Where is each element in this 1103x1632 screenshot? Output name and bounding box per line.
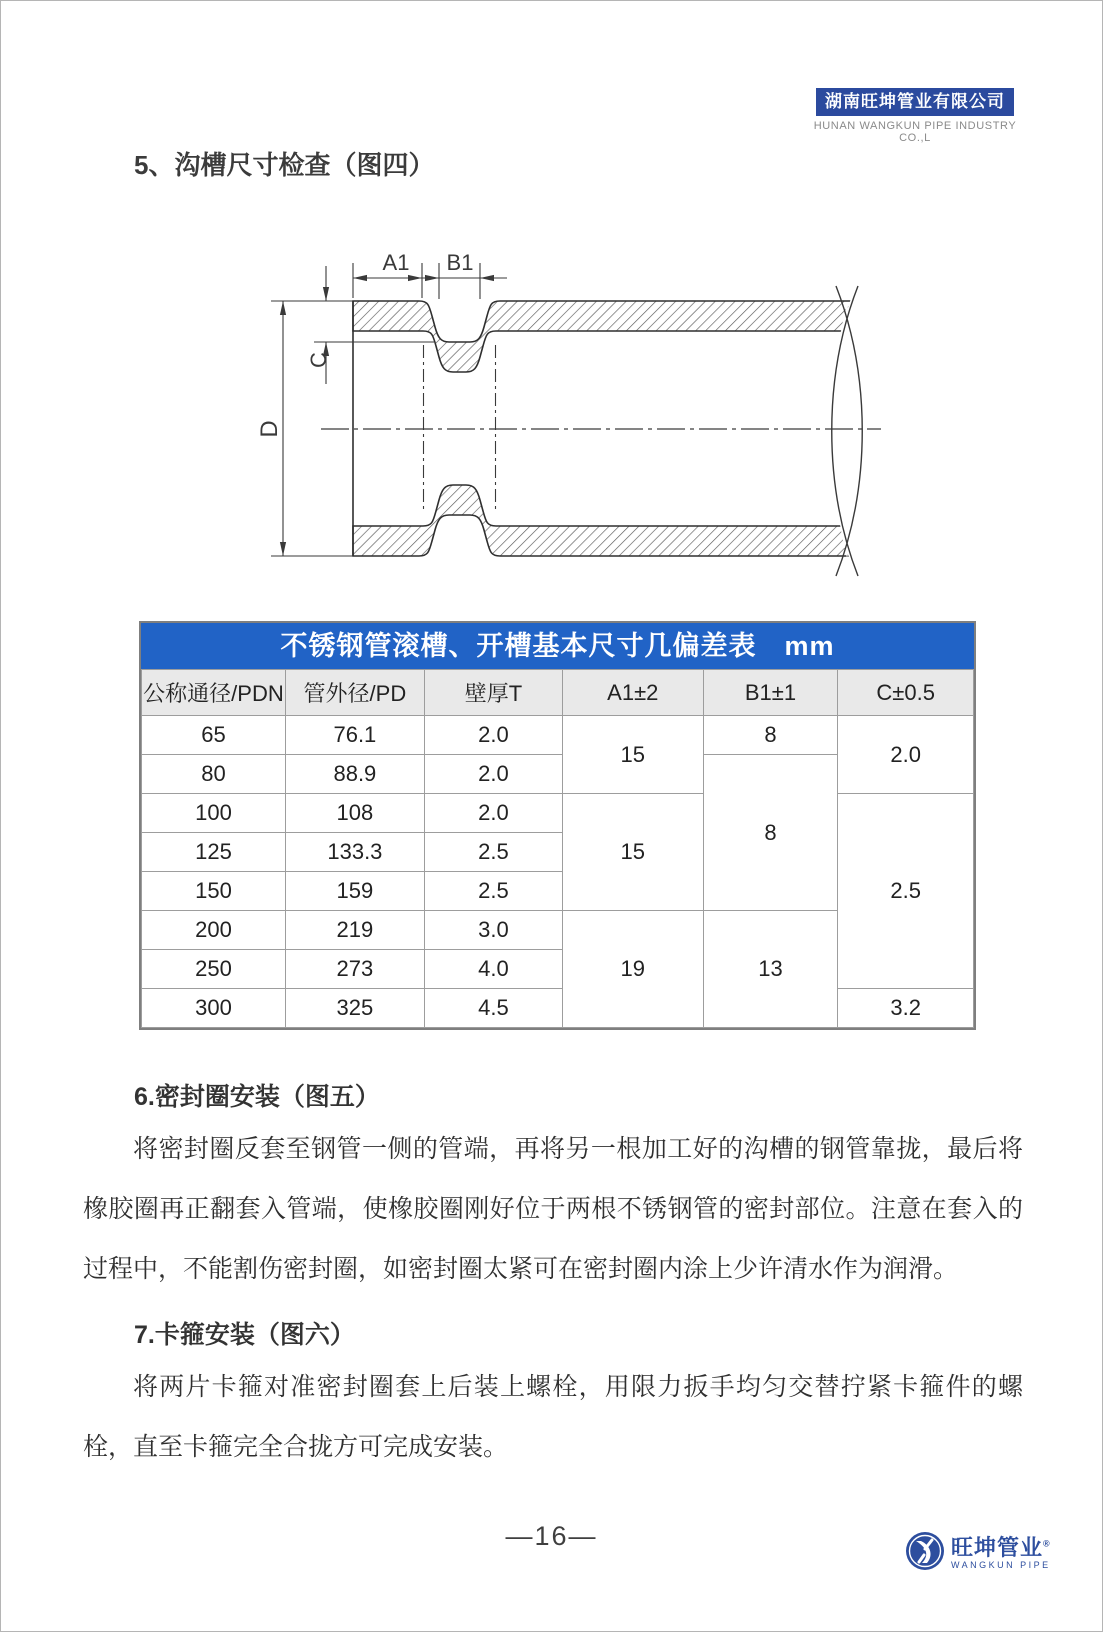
dimension-label-c: C	[306, 352, 331, 368]
company-name-en: HUNAN WANGKUN PIPE INDUSTRY CO.,L	[813, 120, 1017, 144]
table-row	[142, 989, 974, 1028]
pipe-bottom-wall	[353, 485, 878, 556]
section-5-title: 5、沟槽尺寸检查（图四）	[134, 150, 435, 180]
column-header-pd: 管外径/PD	[285, 670, 424, 716]
groove-diagram	[226, 206, 886, 606]
dimension-label-b1: B1	[446, 250, 474, 275]
table-cell: 159	[285, 872, 424, 911]
pipe-top-wall	[353, 301, 878, 372]
table-row	[142, 716, 974, 755]
footer-logo-cn: 旺坤管业	[951, 1534, 1044, 1560]
section-6-body: 将密封圈反套至钢管一侧的管端，再将另一根加工好的沟槽的钢管靠拢，最后将橡胶圈再正翻套入管端，使橡胶圈刚好位于两根不锈钢管的密封部位。注意在套入的过程中，不能割伤密封圈，如密封圈太紧可在密封圈内涂上少许清水作为润滑。	[83, 1135, 1023, 1283]
table-cell: 125	[142, 833, 286, 872]
column-header-c: C±0.5	[838, 670, 974, 716]
wangkun-logo-icon	[904, 1530, 946, 1577]
column-header-b1: B1±1	[703, 670, 838, 716]
table-cell: 2.0	[838, 716, 974, 794]
page-number: —16—	[505, 1521, 598, 1551]
table-cell: 200	[142, 911, 286, 950]
table-cell: 2.5	[424, 833, 562, 872]
table-cell: 4.5	[424, 989, 562, 1028]
groove-diagram-svg	[226, 206, 886, 606]
column-header-a1: A1±2	[562, 670, 703, 716]
table-cell: 273	[285, 950, 424, 989]
pipe-break-fill	[832, 304, 862, 558]
table-cell: 15	[562, 716, 703, 794]
table-cell: 2.0	[424, 794, 562, 833]
table-cell: 108	[285, 794, 424, 833]
table-cell: 133.3	[285, 833, 424, 872]
table-cell: 3.0	[424, 911, 562, 950]
table-cell: 250	[142, 950, 286, 989]
table-cell: 100	[142, 794, 286, 833]
footer-logo	[904, 1529, 1074, 1577]
footer-logo-text	[951, 1534, 1051, 1570]
table-cell: 2.0	[424, 755, 562, 794]
table-cell: 15	[562, 794, 703, 911]
table-row	[142, 794, 974, 833]
table-cell: 300	[142, 989, 286, 1028]
table-title: 不锈钢管滚槽、开槽基本尺寸几偏差表 mm	[141, 623, 974, 669]
table-cell: 150	[142, 872, 286, 911]
table-cell: 2.5	[424, 872, 562, 911]
section-6-title: 6.密封圈安装（图五）	[134, 1083, 380, 1111]
table-cell: 65	[142, 716, 286, 755]
column-header-pdn: 公称通径/PDN	[142, 670, 286, 716]
company-name-bar: 湖南旺坤管业有限公司	[816, 88, 1014, 116]
table-cell: 325	[285, 989, 424, 1028]
table-cell: 76.1	[285, 716, 424, 755]
table-cell: 8	[703, 716, 838, 755]
table-header-row	[142, 670, 974, 716]
table-cell: 2.5	[838, 794, 974, 989]
table-cell: 3.2	[838, 989, 974, 1028]
table-cell: 219	[285, 911, 424, 950]
table-cell: 2.0	[424, 716, 562, 755]
dimension-label-d: D	[256, 420, 283, 438]
table-cell: 19	[562, 911, 703, 1028]
table-cell: 13	[703, 911, 838, 1028]
dimension-label-a1: A1	[382, 250, 410, 275]
table-cell: 80	[142, 755, 286, 794]
registered-mark: ®	[1043, 1538, 1051, 1549]
table-cell: 88.9	[285, 755, 424, 794]
section-7-title: 7.卡箍安装（图六）	[134, 1321, 355, 1349]
column-header-t: 壁厚T	[424, 670, 562, 716]
dimensions-table	[139, 621, 976, 1030]
table-cell: 8	[703, 755, 838, 911]
section-7-body: 将两片卡箍对准密封圈套上后装上螺栓，用限力扳手均匀交替拧紧卡箍件的螺栓，直至卡箍完全合拢方可完成安装。	[83, 1373, 1023, 1461]
table-cell: 4.0	[424, 950, 562, 989]
footer-logo-en: WANGKUN PIPE	[951, 1559, 1051, 1570]
